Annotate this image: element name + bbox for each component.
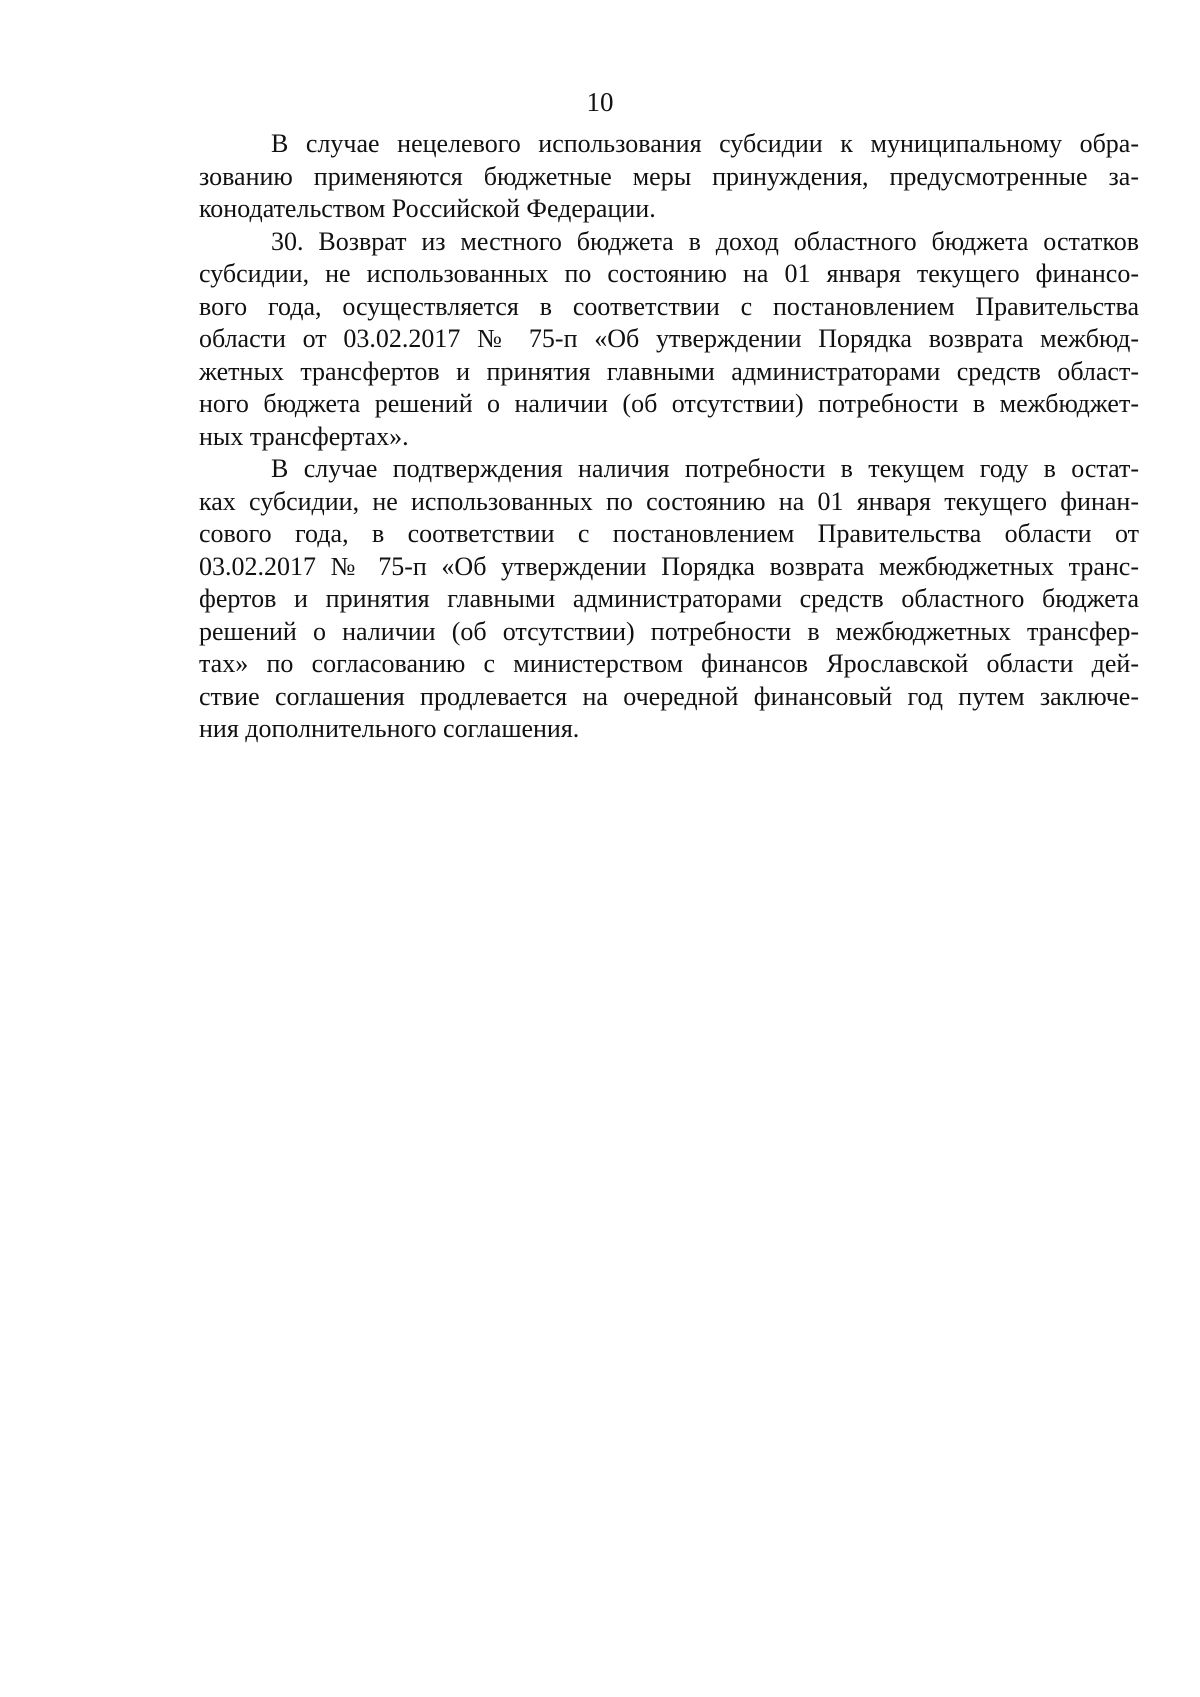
text-line: вого года, осуществляется в соответствии с постановлением Правительства (199, 291, 1139, 321)
text-line: ках субсидии, не использованных по состоянию на 01 января текущего финан- (199, 486, 1139, 516)
text-line: В случае подтверждения наличия потребности в текущем году в остат- (271, 454, 1139, 483)
text-line: фертов и принятия главными администраторами средств областного бюджета (199, 584, 1139, 613)
paragraph-agreement-extension (199, 453, 1139, 746)
text-line: сового года, в соответствии с постановлением Правительства области от (199, 519, 1139, 548)
text-line: В случае нецелевого использования субсидии к муниципальному обра- (271, 129, 1139, 158)
body-text (199, 128, 1139, 746)
text-line: субсидии, не использованных по состоянию на 01 января текущего финансо- (199, 259, 1139, 288)
text-line: 03.02.2017 № 75-п «Об утверждении Порядка возврата межбюджетных транс- (199, 551, 1139, 581)
text-line: ных трансфертах». (199, 421, 409, 451)
text-line: тах» по согласованию с министерством финансов Ярославской области дей- (199, 649, 1139, 678)
paragraph-30-return-of-balances (199, 226, 1139, 454)
text-line: ния дополнительного соглашения. (199, 714, 580, 743)
page-number: 10 (586, 87, 614, 117)
paragraph-misuse-measures (199, 128, 1139, 226)
text-line: жетных трансфертов и принятия главными администраторами средств област- (199, 356, 1139, 386)
text-line: области от 03.02.2017 № 75-п «Об утверждении Порядка возврата межбюд- (199, 324, 1139, 353)
text-line: зованию применяются бюджетные меры принуждения, предусмотренные за- (199, 161, 1139, 191)
text-line: конодательством Российской Федерации. (199, 194, 656, 223)
text-line: решений о наличии (об отсутствии) потребности в межбюджетных трансфер- (199, 616, 1139, 646)
text-line: ного бюджета решений о наличии (об отсутствии) потребности в межбюджет- (199, 389, 1139, 418)
text-line: 30. Возврат из местного бюджета в доход областного бюджета остатков (271, 226, 1139, 256)
text-line: ствие соглашения продлевается на очередной финансовый год путем заключе- (199, 681, 1139, 711)
